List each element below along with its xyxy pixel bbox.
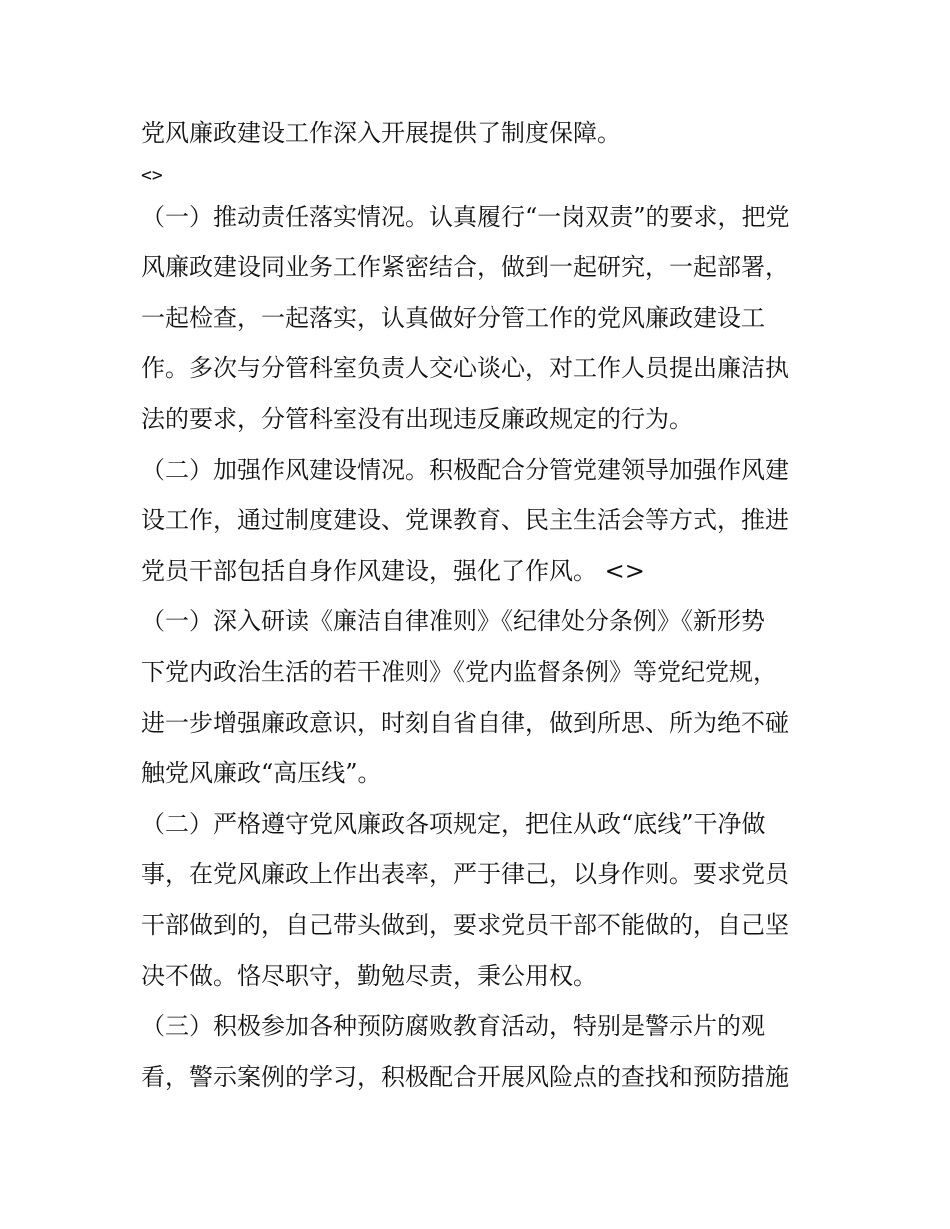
text-line: 党风廉政建设工作深入开展提供了制度保障。 [141,119,621,147]
text-line: （二）严格遵守党风廉政各项规定，把住从政“底线”干净做 [141,809,766,838]
text-line: （一）推动责任落实情况。认真履行“一岗双责”的要求，把党 [141,202,790,231]
text-line: （二）加强作风建设情况。积极配合分管党建领导加强作风建 [141,455,789,484]
text-line: 设工作，通过制度建设、党课教育、民主生活会等方式，推进 [141,506,789,535]
text-line: 一起检查，一起落实，认真做好分管工作的党风廉政建设工 [141,303,765,332]
text-line: （三）积极参加各种预防腐败教育活动，特别是警示片的观 [141,1012,765,1041]
text-line: 法的要求，分管科室没有出现违反廉政规定的行为。 [141,404,693,433]
text-line: 风廉政建设同业务工作紧密结合，做到一起研究，一起部署， [141,253,789,282]
text-line: 作。多次与分管科室负责人交心谈心，对工作人员提出廉洁执 [141,354,789,383]
text-line: 触党风廉政“高压线”。 [141,759,382,788]
text-line: 干部做到的，自己带头做到，要求党员干部不能做的，自己坚 [141,910,789,939]
text-line: 事，在党风廉政上作出表率，严于律己，以身作则。要求党员 [141,860,789,889]
text-line: 看，警示案例的学习，积极配合开展风险点的查找和预防措施 [141,1062,789,1091]
text-line: 下党内政治生活的若干准则》《党内监督条例》等党纪党规， [141,657,777,686]
text-line: <> [141,164,163,186]
text-line: 党员干部包括自身作风建设，强化了作风。 <> [141,556,645,585]
text-line: 决不做。恪尽职守，勤勉尽责，秉公用权。 [141,961,597,990]
text-line: （一）深入研读《廉洁自律准则》《纪律处分条例》《新形势 [141,607,765,636]
document-body [141,108,813,1102]
text-line: 进一步增强廉政意识，时刻自省自律，做到所思、所为绝不碰 [141,708,789,737]
